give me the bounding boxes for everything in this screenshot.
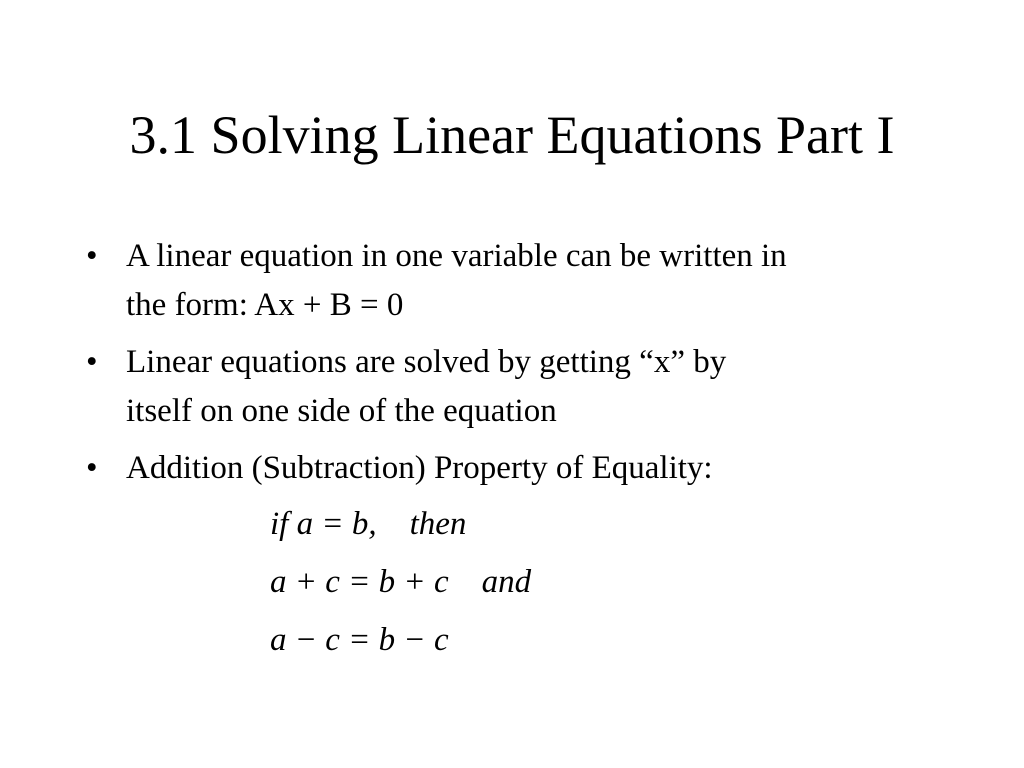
equation-line: a + c = b + c and bbox=[270, 564, 532, 600]
bullet-dot: • bbox=[86, 238, 98, 274]
bullet-text-line: Linear equations are solved by getting “x” by bbox=[126, 344, 727, 380]
bullet-text-line: Addition (Subtraction) Property of Equality: bbox=[126, 450, 713, 486]
equation-line: if a = b, then bbox=[270, 506, 467, 542]
bullet-text-line: A linear equation in one variable can be written in bbox=[126, 238, 787, 274]
bullet-dot: • bbox=[86, 450, 98, 486]
bullet-dot: • bbox=[86, 344, 98, 380]
equation-line: a − c = b − c bbox=[270, 622, 449, 658]
bullet-item bbox=[86, 338, 966, 436]
equation-block bbox=[270, 495, 770, 669]
bullet-text-line: itself on one side of the equation bbox=[126, 393, 557, 429]
bullet-item bbox=[86, 232, 966, 330]
slide-title: 3.1 Solving Linear Equations Part I bbox=[129, 105, 895, 165]
bullet-list bbox=[86, 232, 966, 501]
bullet-item bbox=[86, 444, 966, 493]
bullet-text-line: the form: Ax + B = 0 bbox=[126, 287, 404, 323]
